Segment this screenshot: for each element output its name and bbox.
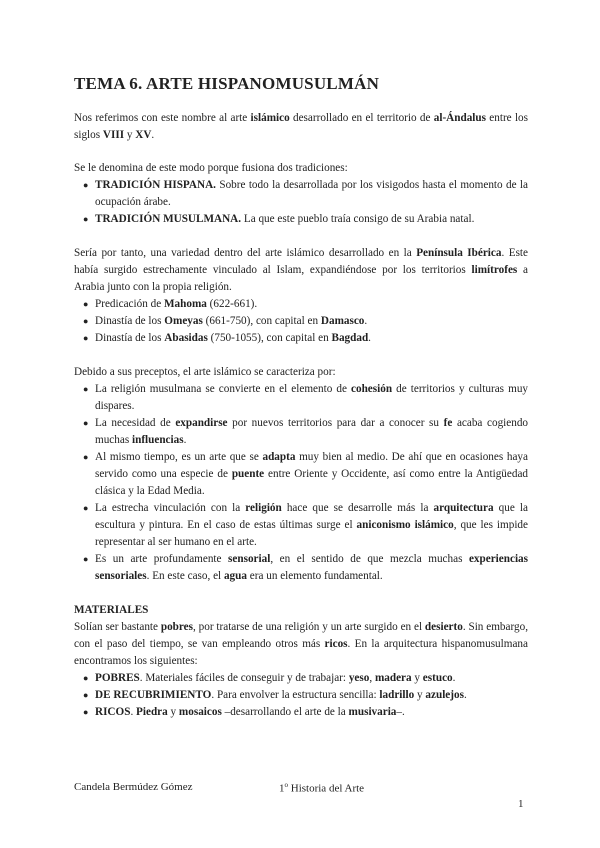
bold-text: DE RECUBRIMIENTO	[95, 689, 212, 701]
text: La religión musulmana se convierte en el elemento de	[95, 383, 352, 395]
list-item	[74, 211, 528, 228]
bold-text: XV	[135, 129, 152, 141]
bold-text: al-Ándalus	[433, 112, 486, 124]
bold-text: cohesión	[351, 383, 393, 395]
bullet-icon: ●	[83, 690, 89, 700]
bold-text: sensorial	[228, 553, 271, 565]
bold-text: TRADICIÓN HISPANA.	[95, 179, 216, 191]
bullet-icon: ●	[83, 554, 89, 564]
text: . Este había surgido estrechamente vinculado al Islam, expandiéndose por los territorios	[74, 247, 528, 276]
intro-paragraph	[74, 110, 528, 144]
text: por nuevos territorios para dar a conocer su	[227, 417, 444, 429]
text: Solían ser bastante	[74, 621, 161, 633]
text: La necesidad de	[95, 417, 176, 429]
materials-paragraph	[74, 619, 528, 670]
text: ,	[369, 672, 375, 684]
fusion-lead: Se le denomina de este modo porque fusiona dos tradiciones:	[74, 162, 348, 174]
list-item	[74, 177, 528, 211]
list-item	[74, 687, 528, 704]
bold-text: religión	[245, 502, 282, 514]
text: .	[364, 315, 368, 327]
text: y	[167, 706, 179, 718]
text: Dinastía de los	[95, 332, 165, 344]
text: y	[414, 689, 426, 701]
text: Sobre todo la desarrollada por los visigodos hasta el momento de la ocupación árabe.	[95, 179, 528, 208]
bold-text: fe	[443, 417, 453, 429]
list-item	[74, 449, 528, 500]
text: .	[130, 706, 137, 718]
text: –.	[396, 706, 405, 718]
text: era un elemento fundamental.	[246, 570, 383, 582]
list-item	[74, 704, 528, 721]
materials-list	[74, 670, 528, 721]
fusion-list	[74, 177, 528, 228]
text: . Sin embargo, con el paso del tiempo, se van empleando otros más	[74, 621, 528, 650]
text: Al mismo tiempo, es un arte que se	[95, 451, 263, 463]
bullet-icon: ●	[83, 673, 89, 683]
bold-text: RICOS	[95, 706, 131, 718]
bold-text: azulejos	[425, 689, 464, 701]
bold-text: yeso	[348, 672, 370, 684]
bold-text: Omeyas	[164, 315, 203, 327]
text: . Materiales fáciles de conseguir y de trabajar:	[139, 672, 349, 684]
text: .	[463, 689, 467, 701]
bullet-icon: ●	[83, 384, 89, 394]
bold-text: estuco	[422, 672, 453, 684]
bullet-icon: ●	[83, 707, 89, 717]
precepts-lead: Debido a sus preceptos, el arte islámico se caracteriza por:	[74, 366, 336, 378]
list-item	[74, 670, 528, 687]
text: acaba cogiendo muchas	[95, 417, 529, 446]
text: de territorios y culturas muy dispares.	[95, 383, 529, 412]
bold-text: musivaria	[348, 706, 397, 718]
text: a Arabia junto con la propia religión.	[74, 264, 528, 293]
course-name: Historia del Arte	[288, 782, 365, 795]
bold-text: mosaicos	[178, 706, 222, 718]
text: Sería por tanto, una variedad dentro del arte islámico desarrollado en la	[74, 247, 417, 259]
page-number: 1	[518, 798, 524, 810]
text: La estrecha vinculación con la	[95, 502, 246, 514]
text: entre los siglos	[74, 112, 528, 141]
text: .	[368, 332, 371, 344]
text: .	[151, 129, 155, 141]
bold-text: Bagdad	[331, 332, 369, 344]
materials-heading: MATERIALES	[74, 604, 149, 616]
bullet-icon: ●	[83, 180, 89, 190]
bold-text: Piedra	[136, 706, 168, 718]
bullet-icon: ●	[83, 452, 89, 462]
bold-text: puente	[231, 468, 265, 480]
bullet-icon: ●	[83, 214, 89, 224]
bold-text: POBRES	[95, 672, 140, 684]
bold-text: experiencias sensoriales	[95, 553, 528, 582]
dynasty-list	[74, 296, 528, 347]
bold-text: limítrofes	[471, 264, 518, 276]
text: que la escultura y pintura. En el caso de estas últimas surge el	[95, 502, 528, 531]
bullet-icon: ●	[83, 503, 89, 513]
text: . En este caso, el	[146, 570, 224, 582]
bold-text: Damasco	[320, 315, 365, 327]
text: Dinastía de los	[95, 315, 165, 327]
bullet-icon: ●	[83, 333, 89, 343]
precepts-list	[74, 381, 528, 585]
text: Es un arte profundamente	[95, 553, 229, 565]
page-title: TEMA 6. ARTE HISPANOMUSULMÁN	[74, 74, 380, 93]
document-body	[74, 110, 528, 721]
text: y	[124, 129, 136, 141]
list-item	[74, 381, 528, 415]
list-item	[74, 500, 528, 551]
bold-text: Península Ibérica	[416, 247, 502, 259]
footer-course	[279, 781, 364, 795]
text: desarrollado en el territorio de	[289, 112, 434, 124]
variety-paragraph	[74, 245, 528, 296]
bold-text: islámico	[250, 112, 290, 124]
bold-text: arquitectura	[433, 502, 494, 514]
text: . En la arquitectura hispanomusulmana encontramos los siguientes:	[74, 638, 528, 667]
text: . Para envolver la estructura sencilla:	[211, 689, 380, 701]
bold-text: aniconismo islámico	[356, 519, 454, 531]
text: (750-1055), con capital en	[207, 332, 332, 344]
bold-text: expandirse	[175, 417, 228, 429]
text: Nos referimos con este nombre al arte	[74, 112, 251, 124]
ordinal-suffix: o	[284, 781, 288, 789]
text: Predicación de	[95, 298, 164, 310]
bold-text: desierto	[424, 621, 463, 633]
bullet-icon: ●	[83, 316, 89, 326]
course-number: 1	[279, 782, 285, 795]
text: entre Oriente y Occidente, así como entre la Antigüedad clásica y la Edad Media.	[95, 468, 529, 497]
bold-text: ricos	[324, 638, 348, 650]
bold-text: ladrillo	[379, 689, 415, 701]
text: y	[411, 672, 423, 684]
list-item	[74, 551, 528, 585]
text: , por tratarse de una religión y un arte surgido en el	[192, 621, 425, 633]
text: La que este pueblo traía consigo de su Arabia natal.	[241, 213, 475, 225]
text: hace que se desarrolle más la	[281, 502, 434, 514]
list-item	[74, 296, 528, 313]
bold-text: TRADICIÓN MUSULMANA.	[95, 213, 242, 225]
bold-text: pobres	[160, 621, 193, 633]
text: , que les impide representar al ser humano en el arte.	[95, 519, 528, 548]
list-item	[74, 313, 528, 330]
bold-text: influencias	[131, 434, 184, 446]
text: muy bien al medio. De ahí que en ocasiones haya servido como una especie de	[95, 451, 528, 480]
text: , en el sentido de que mezcla muchas	[270, 553, 469, 565]
bold-text: agua	[223, 570, 247, 582]
text: .	[183, 434, 187, 446]
text: .	[452, 672, 456, 684]
bold-text: VIII	[102, 129, 125, 141]
text: –desarrollando el arte de la	[221, 706, 349, 718]
bold-text: Mahoma	[163, 298, 207, 310]
footer-author: Candela Bermúdez Gómez	[74, 781, 193, 793]
bullet-icon: ●	[83, 418, 89, 428]
bullet-icon: ●	[83, 299, 89, 309]
text: (661-750), con capital en	[202, 315, 321, 327]
bold-text: Abasidas	[164, 332, 208, 344]
bold-text: adapta	[262, 451, 296, 463]
list-item	[74, 330, 528, 347]
bold-text: madera	[374, 672, 412, 684]
text: (622-661).	[206, 298, 258, 310]
list-item	[74, 415, 528, 449]
